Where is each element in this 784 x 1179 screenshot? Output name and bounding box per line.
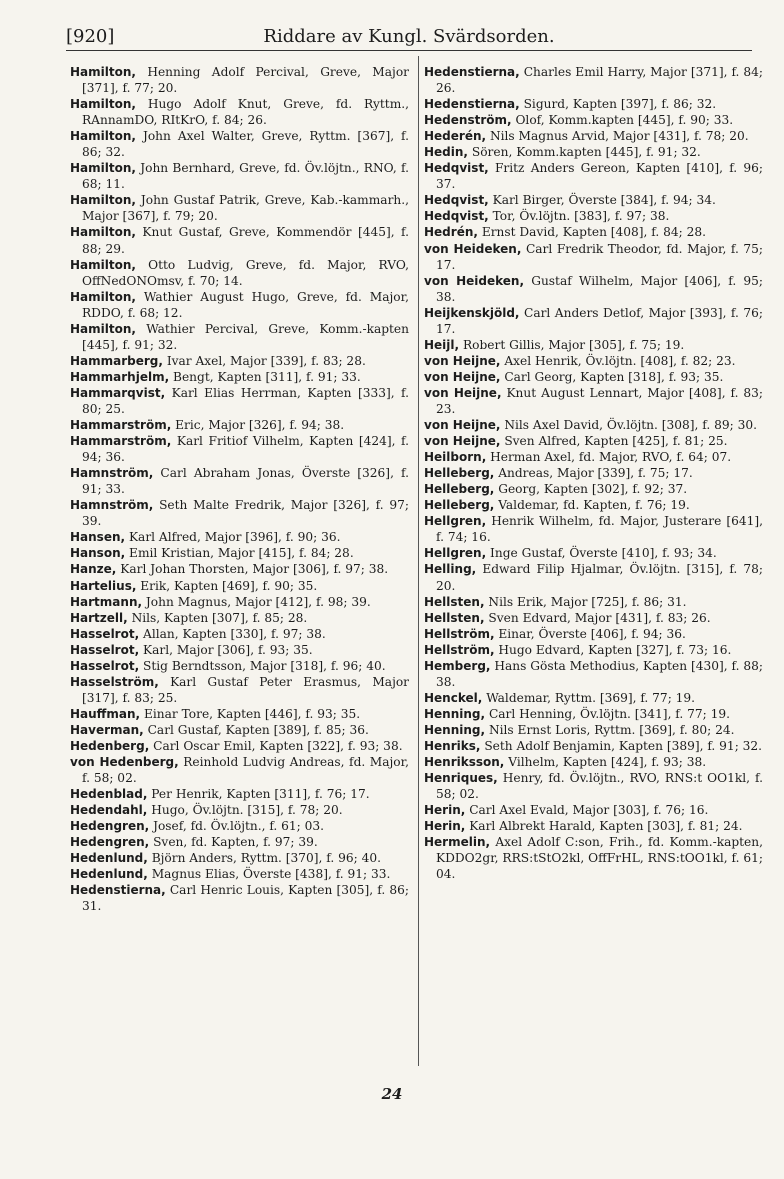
entry-surname: Hellgren, bbox=[424, 546, 487, 561]
entry-details: Karl Alfred, Major [396], f. 90; 36. bbox=[128, 530, 341, 545]
register-entry bbox=[70, 658, 409, 674]
entry-surname: Hellström, bbox=[424, 642, 495, 657]
register-entry bbox=[70, 64, 409, 96]
entry-surname: Hamilton, bbox=[70, 257, 136, 272]
entry-details: Karl, Major [306], f. 93; 35. bbox=[143, 642, 313, 657]
entry-details: Josef, fd. Öv.löjtn., f. 61; 03. bbox=[153, 819, 325, 834]
entry-surname: Hedenström, bbox=[424, 113, 512, 128]
entry-details: Waldemar, Ryttm. [369], f. 77; 19. bbox=[486, 690, 696, 705]
entry-surname: Hauffman, bbox=[70, 706, 141, 721]
entry-details: Karl Birger, Överste [384], f. 94; 34. bbox=[492, 193, 716, 208]
register-entry bbox=[70, 866, 409, 882]
entry-details: Bengt, Kapten [311], f. 91; 33. bbox=[173, 369, 361, 384]
register-entry bbox=[70, 321, 409, 353]
entry-surname: von Heijne, bbox=[424, 369, 501, 384]
register-entry bbox=[70, 529, 409, 545]
register-entry bbox=[70, 160, 409, 192]
register-entry bbox=[424, 128, 763, 144]
entry-details: Georg, Kapten [302], f. 92; 37. bbox=[498, 482, 688, 497]
entry-details: Carl Axel Evald, Major [303], f. 76; 16. bbox=[469, 803, 709, 818]
entry-details: Gustaf Wilhelm, Major [406], f. 95; 38. bbox=[436, 273, 764, 304]
entry-details: Tor, Öv.löjtn. [383], f. 97; 38. bbox=[492, 209, 670, 224]
register-entry bbox=[424, 112, 763, 128]
entry-details: Edward Filip Hjalmar, Öv.löjtn. [315], f. 78; 20. bbox=[436, 562, 764, 593]
entry-surname: Helleberg, bbox=[424, 498, 495, 513]
register-entry bbox=[70, 642, 409, 658]
entry-surname: Hellsten, bbox=[424, 610, 485, 625]
entry-surname: Hamilton, bbox=[70, 193, 136, 208]
entry-details: Valdemar, fd. Kapten, f. 76; 19. bbox=[498, 498, 690, 513]
register-entry bbox=[424, 465, 763, 481]
entry-surname: Hamnström, bbox=[70, 466, 154, 481]
register-entry bbox=[424, 369, 763, 385]
page-header bbox=[66, 26, 752, 51]
entry-details: Nils Magnus Arvid, Major [431], f. 78; 20. bbox=[489, 129, 749, 144]
register-entry bbox=[70, 850, 409, 866]
entry-surname: Haverman, bbox=[70, 722, 144, 737]
register-entry bbox=[424, 594, 763, 610]
page-title: Riddare av Kungl. Svärdsorden. bbox=[263, 26, 555, 47]
entry-surname: Hedin, bbox=[424, 145, 468, 160]
entry-details: Charles Emil Harry, Major [371], f. 84; 26. bbox=[436, 65, 763, 96]
entry-surname: Hamilton, bbox=[70, 225, 136, 240]
entry-surname: Helleberg, bbox=[424, 482, 495, 497]
entry-details: Carl Henning, Öv.löjtn. [341], f. 77; 19. bbox=[488, 706, 731, 721]
register-entry bbox=[424, 545, 763, 561]
entry-details: Karl Elias Herrman, Kapten [333], f. 80; 25. bbox=[82, 385, 409, 416]
entry-surname: Hammarström, bbox=[70, 434, 172, 449]
register-entry bbox=[424, 96, 763, 112]
entry-details: Carl Abraham Jonas, Överste [326], f. 91; 33. bbox=[82, 466, 410, 497]
entry-details: Erik, Kapten [469], f. 90; 35. bbox=[140, 578, 318, 593]
register-entry bbox=[70, 882, 409, 914]
column-divider bbox=[418, 56, 419, 1066]
register-entry bbox=[424, 208, 763, 224]
register-entry bbox=[70, 192, 409, 224]
entry-details: Vilhelm, Kapten [424], f. 93; 38. bbox=[508, 755, 707, 770]
register-entry bbox=[70, 722, 409, 738]
entry-details: Eric, Major [326], f. 94; 38. bbox=[175, 418, 345, 433]
register-entry bbox=[424, 305, 763, 337]
entry-surname: von Heideken, bbox=[424, 241, 522, 256]
register-entry bbox=[424, 144, 763, 160]
entry-surname: Helling, bbox=[424, 562, 477, 577]
entry-surname: Hedenlund, bbox=[70, 867, 148, 882]
entry-surname: Hellgren, bbox=[424, 514, 487, 529]
entry-details: Andreas, Major [339], f. 75; 17. bbox=[498, 466, 693, 481]
entry-details: Wathier August Hugo, Greve, fd. Major, RDDO, f. 68; 12. bbox=[82, 289, 409, 320]
entry-details: Herman Axel, fd. Major, RVO, f. 64; 07. bbox=[490, 450, 732, 465]
entry-surname: Heijl, bbox=[424, 337, 460, 352]
entry-surname: Herin, bbox=[424, 803, 466, 818]
entry-details: Axel Adolf C:son, Frih., fd. Komm.-kapten, KDDO2gr, RRS:tStO2kl, OffFrHL, RNS:tOO1kl, f. 61; 04. bbox=[436, 835, 763, 882]
entry-details: Seth Malte Fredrik, Major [326], f. 97; 39. bbox=[82, 498, 409, 529]
register-entry bbox=[424, 690, 763, 706]
entry-details: Hans Gösta Methodius, Kapten [430], f. 88; 38. bbox=[436, 658, 763, 689]
entry-details: Karl Fritiof Vilhelm, Kapten [424], f. 94; 36. bbox=[82, 434, 410, 465]
entry-details: Axel Henrik, Öv.löjtn. [408], f. 82; 23. bbox=[504, 353, 736, 368]
page-footer-number: 24 bbox=[381, 1085, 403, 1103]
register-entry bbox=[70, 465, 409, 497]
entry-details: Henning Adolf Percival, Greve, Major [371], f. 77; 20. bbox=[82, 65, 409, 96]
entry-details: Hugo, Öv.löjtn. [315], f. 78; 20. bbox=[151, 803, 343, 818]
register-entry bbox=[424, 433, 763, 449]
register-entry bbox=[424, 770, 763, 802]
entry-surname: Hammarhjelm, bbox=[70, 369, 170, 384]
entry-surname: Hamilton, bbox=[70, 65, 136, 79]
entry-details: Sven Edvard, Major [431], f. 83; 26. bbox=[488, 610, 711, 625]
register-entry bbox=[70, 578, 409, 594]
entry-details: Inge Gustaf, Överste [410], f. 93; 34. bbox=[490, 546, 717, 561]
register-entry bbox=[424, 818, 763, 834]
entry-details: Carl Oscar Emil, Kapten [322], f. 93; 38. bbox=[153, 738, 403, 753]
entry-surname: Hamnström, bbox=[70, 498, 154, 513]
entry-surname: Hammarberg, bbox=[70, 353, 163, 368]
register-entry bbox=[70, 385, 409, 417]
register-entry bbox=[70, 96, 409, 128]
entry-surname: Herin, bbox=[424, 819, 466, 834]
register-entry bbox=[70, 369, 409, 385]
entry-details: Magnus Elias, Överste [438], f. 91; 33. bbox=[151, 867, 391, 882]
entry-surname: Henning, bbox=[424, 722, 486, 737]
register-entry bbox=[70, 433, 409, 465]
register-entry bbox=[424, 273, 763, 305]
register-entry bbox=[70, 417, 409, 433]
entry-surname: Henckel, bbox=[424, 690, 483, 705]
left-column bbox=[70, 64, 409, 914]
entry-surname: Hansen, bbox=[70, 530, 126, 545]
entry-surname: Hanson, bbox=[70, 546, 126, 561]
entry-surname: Hasselrot, bbox=[70, 626, 140, 641]
entry-details: Nils, Kapten [307], f. 85; 28. bbox=[131, 610, 308, 625]
register-entry bbox=[70, 706, 409, 722]
register-entry bbox=[424, 561, 763, 593]
register-entry bbox=[70, 674, 409, 706]
entry-surname: Hedengren, bbox=[70, 819, 150, 834]
entry-surname: Heilborn, bbox=[424, 450, 487, 465]
register-entry bbox=[424, 706, 763, 722]
register-entry bbox=[70, 818, 409, 834]
entry-details: Sven, fd. Kapten, f. 97; 39. bbox=[153, 835, 318, 850]
register-entry bbox=[424, 224, 763, 240]
register-entry bbox=[424, 610, 763, 626]
entry-surname: von Hedenberg, bbox=[70, 755, 179, 770]
entry-surname: Heijkenskjöld, bbox=[424, 305, 520, 320]
entry-details: Olof, Komm.kapten [445], f. 90; 33. bbox=[515, 113, 734, 128]
entry-surname: Hedenstierna, bbox=[70, 883, 166, 898]
register-entry bbox=[424, 658, 763, 690]
entry-surname: von Heijne, bbox=[424, 434, 501, 449]
register-entry bbox=[424, 626, 763, 642]
entry-surname: Hedrén, bbox=[424, 225, 478, 240]
entry-surname: von Heideken, bbox=[424, 273, 525, 288]
register-entry bbox=[70, 802, 409, 818]
entry-details: Björn Anders, Ryttm. [370], f. 96; 40. bbox=[151, 851, 381, 866]
register-entry bbox=[70, 738, 409, 754]
entry-surname: Hedqvist, bbox=[424, 209, 489, 224]
entry-surname: Hartmann, bbox=[70, 594, 143, 609]
register-entry bbox=[70, 610, 409, 626]
register-entry bbox=[424, 241, 763, 273]
entry-details: Nils Erik, Major [725], f. 86; 31. bbox=[488, 594, 687, 609]
entry-surname: Hellsten, bbox=[424, 594, 485, 609]
register-entry bbox=[424, 642, 763, 658]
entry-surname: Hartelius, bbox=[70, 578, 137, 593]
register-entry bbox=[424, 738, 763, 754]
entry-surname: Hasselrot, bbox=[70, 658, 140, 673]
register-entry bbox=[424, 834, 763, 882]
register-entry bbox=[424, 353, 763, 369]
register-entry bbox=[424, 754, 763, 770]
entry-surname: Hamilton, bbox=[70, 321, 136, 336]
entry-surname: Hedenstierna, bbox=[424, 97, 520, 112]
entry-surname: Hasselström, bbox=[70, 674, 159, 689]
entry-details: Otto Ludvig, Greve, fd. Major, RVO, OffNedONOmsv, f. 70; 14. bbox=[82, 257, 409, 288]
register-entry bbox=[70, 626, 409, 642]
entry-details: Wathier Percival, Greve, Komm.-kapten [445], f. 91; 32. bbox=[82, 321, 409, 352]
register-entry bbox=[70, 497, 409, 529]
entry-surname: Hanze, bbox=[70, 562, 117, 577]
entry-details: Nils Axel David, Öv.löjtn. [308], f. 89; 30. bbox=[504, 418, 757, 433]
register-entry bbox=[70, 754, 409, 786]
register-entry bbox=[70, 786, 409, 802]
entry-surname: Hermelin, bbox=[424, 835, 491, 850]
entry-details: Seth Adolf Benjamin, Kapten [389], f. 91; 32. bbox=[484, 738, 763, 753]
entry-details: Stig Berndtsson, Major [318], f. 96; 40. bbox=[143, 658, 386, 673]
entry-details: Fritz Anders Gereon, Kapten [410], f. 96; 37. bbox=[436, 161, 763, 192]
entry-details: Knut August Lennart, Major [408], f. 83; 23. bbox=[436, 385, 764, 416]
entry-details: Carl Henric Louis, Kapten [305], f. 86; 31. bbox=[82, 883, 409, 914]
entry-surname: Hedenlund, bbox=[70, 851, 148, 866]
entry-surname: Hemberg, bbox=[424, 658, 491, 673]
entry-surname: Hartzell, bbox=[70, 610, 128, 625]
entry-details: Sören, Komm.kapten [445], f. 91; 32. bbox=[471, 145, 701, 160]
entry-details: Einar, Överste [406], f. 94; 36. bbox=[498, 626, 686, 641]
entry-surname: Hedqvist, bbox=[424, 193, 489, 208]
entry-surname: von Heijne, bbox=[424, 418, 501, 433]
entry-details: Per Henrik, Kapten [311], f. 76; 17. bbox=[151, 787, 370, 802]
entry-details: Carl Georg, Kapten [318], f. 93; 35. bbox=[504, 369, 724, 384]
register-entry bbox=[424, 160, 763, 192]
entry-details: Hugo Edvard, Kapten [327], f. 73; 16. bbox=[498, 642, 732, 657]
entry-surname: Hamilton, bbox=[70, 289, 136, 304]
entry-details: John Magnus, Major [412], f. 98; 39. bbox=[145, 594, 371, 609]
entry-details: Knut Gustaf, Greve, Kommendör [445], f. 88; 29. bbox=[82, 225, 409, 256]
entry-details: Ivar Axel, Major [339], f. 83; 28. bbox=[166, 353, 366, 368]
register-entry bbox=[424, 385, 763, 417]
register-entry bbox=[70, 545, 409, 561]
entry-surname: Hedenberg, bbox=[70, 738, 150, 753]
register-entry bbox=[70, 834, 409, 850]
entry-details: Henrik Wilhelm, fd. Major, Justerare [641], f. 74; 16. bbox=[436, 514, 764, 545]
register-entry bbox=[70, 289, 409, 321]
entry-surname: Henriques, bbox=[424, 771, 498, 786]
entry-details: Sven Alfred, Kapten [425], f. 81; 25. bbox=[504, 434, 728, 449]
entry-surname: Hedenstierna, bbox=[424, 65, 520, 79]
entry-details: Einar Tore, Kapten [446], f. 93; 35. bbox=[143, 706, 361, 721]
register-entry bbox=[70, 128, 409, 160]
entry-surname: Hederén, bbox=[424, 129, 487, 144]
register-entry bbox=[70, 561, 409, 577]
right-column bbox=[424, 64, 763, 882]
register-entry bbox=[70, 224, 409, 256]
entry-surname: Hamilton, bbox=[70, 97, 136, 112]
register-entry bbox=[70, 353, 409, 369]
entry-details: Ernst David, Kapten [408], f. 84; 28. bbox=[481, 225, 707, 240]
entry-details: Henry, fd. Öv.löjtn., RVO, RNS:t OO1kl, f. 58; 02. bbox=[436, 771, 763, 802]
entry-details: John Bernhard, Greve, fd. Öv.löjtn., RNO, f. 68; 11. bbox=[82, 161, 409, 192]
entry-details: Emil Kristian, Major [415], f. 84; 28. bbox=[129, 546, 354, 561]
register-entry bbox=[424, 497, 763, 513]
register-entry bbox=[424, 513, 763, 545]
entry-surname: Hedqvist, bbox=[424, 161, 489, 176]
entry-surname: Hamilton, bbox=[70, 161, 136, 176]
entry-details: Hugo Adolf Knut, Greve, fd. Ryttm., RAnnamDO, RItKrO, f. 84; 26. bbox=[82, 97, 409, 128]
entry-surname: Hammarström, bbox=[70, 418, 172, 433]
entry-details: Robert Gillis, Major [305], f. 75; 19. bbox=[462, 337, 685, 352]
entry-details: Carl Anders Detlof, Major [393], f. 76; 17. bbox=[436, 305, 763, 336]
register-entry bbox=[424, 337, 763, 353]
entry-details: Karl Johan Thorsten, Major [306], f. 97; 38. bbox=[120, 562, 389, 577]
page-number: [920] bbox=[66, 26, 115, 47]
register-entry bbox=[424, 802, 763, 818]
entry-details: Karl Gustaf Peter Erasmus, Major [317], f. 83; 25. bbox=[82, 674, 410, 705]
entry-surname: Hedenblad, bbox=[70, 787, 148, 802]
register-entry bbox=[424, 64, 763, 96]
entry-details: Carl Fredrik Theodor, fd. Major, f. 75; 17. bbox=[436, 241, 763, 272]
entry-surname: Hedendahl, bbox=[70, 803, 148, 818]
entry-surname: von Heijne, bbox=[424, 385, 502, 400]
entry-surname: Hamilton, bbox=[70, 129, 136, 144]
entry-details: Carl Gustaf, Kapten [389], f. 85; 36. bbox=[147, 722, 369, 737]
entry-details: Allan, Kapten [330], f. 97; 38. bbox=[143, 626, 326, 641]
entry-details: Karl Albrekt Harald, Kapten [303], f. 81; 24. bbox=[469, 819, 743, 834]
register-entry bbox=[424, 481, 763, 497]
register-entry bbox=[70, 594, 409, 610]
entry-surname: Hammarqvist, bbox=[70, 385, 166, 400]
entry-surname: Henning, bbox=[424, 706, 486, 721]
register-entry bbox=[424, 192, 763, 208]
register-entry bbox=[70, 257, 409, 289]
entry-details: Reinhold Ludvig Andreas, fd. Major, f. 58; 02. bbox=[82, 755, 409, 786]
entry-details: Sigurd, Kapten [397], f. 86; 32. bbox=[523, 97, 717, 112]
entry-surname: Helleberg, bbox=[424, 466, 495, 481]
entry-surname: von Heijne, bbox=[424, 353, 501, 368]
entry-surname: Hasselrot, bbox=[70, 642, 140, 657]
entry-surname: Henriksson, bbox=[424, 755, 505, 770]
entry-details: John Axel Walter, Greve, Ryttm. [367], f. 86; 32. bbox=[82, 129, 410, 160]
entry-details: Nils Ernst Loris, Ryttm. [369], f. 80; 24. bbox=[488, 722, 735, 737]
entry-surname: Hellström, bbox=[424, 626, 495, 641]
register-entry bbox=[424, 722, 763, 738]
entry-surname: Hedengren, bbox=[70, 835, 150, 850]
entry-details: John Gustaf Patrik, Greve, Kab.-kammarh., Major [367], f. 79; 20. bbox=[82, 193, 409, 224]
register-entry bbox=[424, 449, 763, 465]
register-entry bbox=[424, 417, 763, 433]
entry-surname: Henriks, bbox=[424, 738, 481, 753]
